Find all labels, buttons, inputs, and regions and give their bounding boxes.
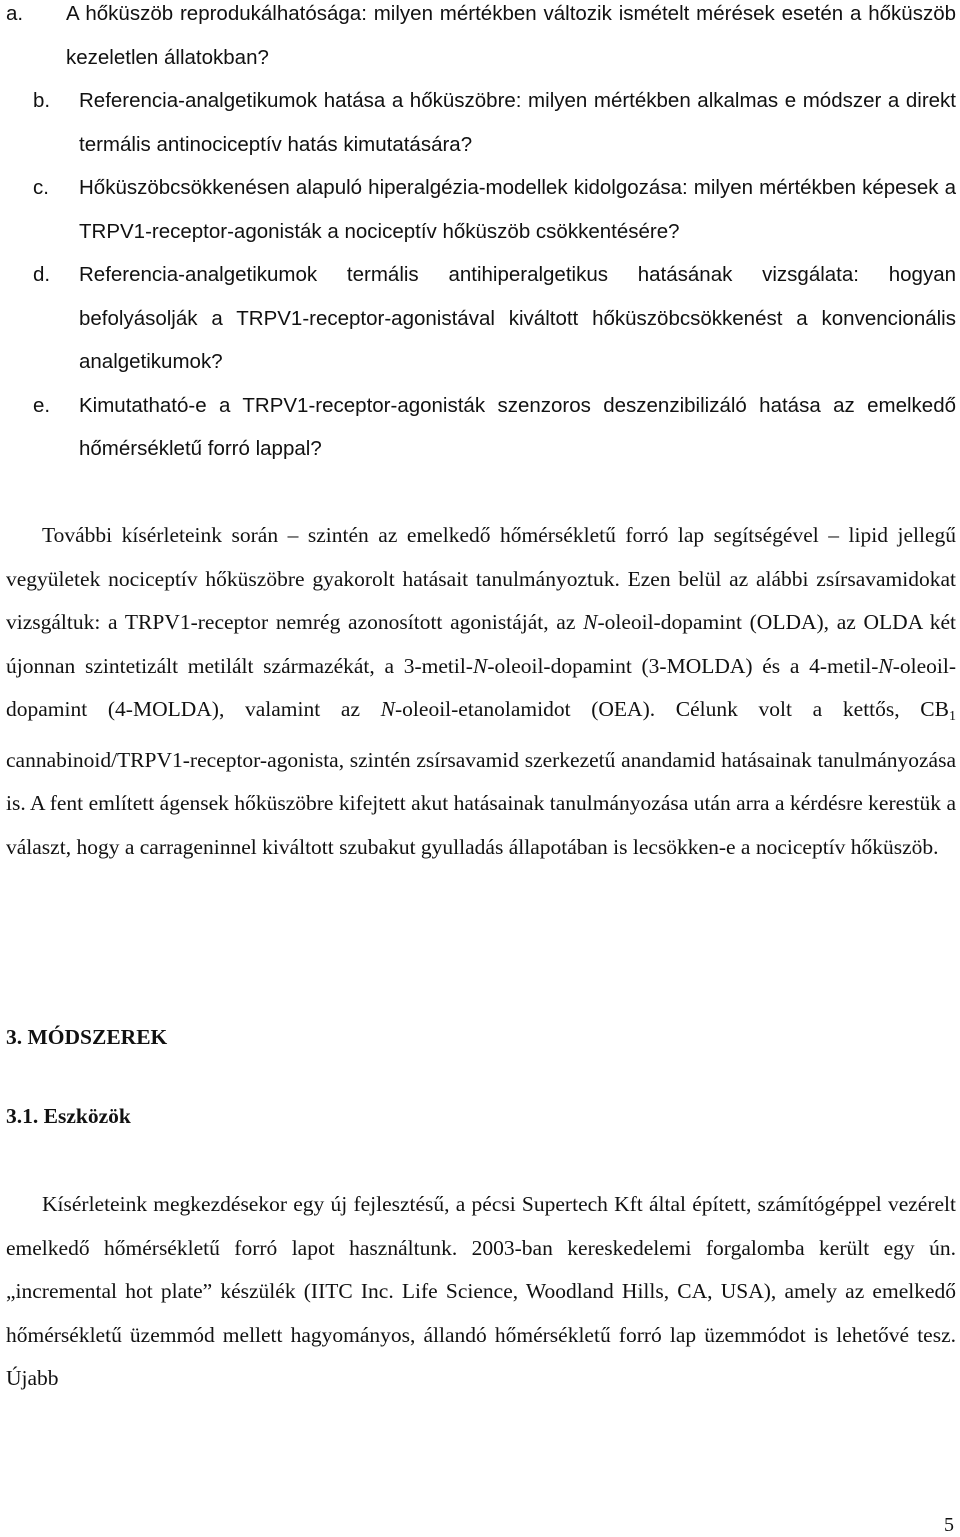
list-item	[6, 253, 956, 384]
italic-text: N	[472, 653, 488, 678]
list-item	[6, 166, 956, 253]
body-paragraph	[6, 514, 956, 869]
text-run: További kísérleteink során – szintén az emelkedő hőmérsékletű forró lap segítségével – lipid jellegű vegyületek nociceptív hőküszöbre gyakorolt hatásait tanulmányoztuk. Ezen belül az alábbi zsírsavamidokat vizsgáltuk: a TRPV1-receptor nemrég azonosított agonistáját, az	[6, 523, 956, 634]
list-marker: c.	[33, 176, 49, 199]
list-item-text: Kimutatható-e a TRPV1-receptor-agonisták szenzoros deszenzibilizáló hatása az emelkedő hőmérsékletű forró lappal?	[79, 393, 956, 460]
text-run: -oleoil-dopamint (OLDA), az OLDA két újonnan szintetizált metilált származékát, a 3-metil-	[6, 610, 957, 678]
paragraph-text	[6, 514, 956, 869]
paragraph-text: Kísérleteink megkezdésekor egy új fejlesztésű, a pécsi Supertech Kft által épített, számítógéppel vezérelt emelkedő hőmérsékletű forró lapot használtunk. 2003-ban kereskedelemi forgalomba került egy ún. „incremental hot plate” készülék (IITC Inc. Life Science, Woodland Hills, CA, USA), amely az emelkedő hőmérsékletű üzemmód mellett hagyományos, állandó hőmérsékletű forró lap üzemmódot is lehetővé tesz. Újabb	[6, 1192, 956, 1390]
page-number: 5	[944, 1514, 954, 1536]
text-run: cannabinoid/TRPV1-receptor-agonista, szintén zsírsavamid szerkezetű anandamid hatásainak tanulmányozása is. A fent említett ágensek hőküszöbre kifejtett akut hatásainak tanulmányozása után arra a kérdésre kerestük a választ, hogy a carrageninnel kiváltott szubakut gyulladás állapotában is lecsökken-e a nociceptív hőküszöb.	[6, 747, 956, 859]
list-marker: e.	[33, 393, 51, 417]
subscript: 1	[949, 709, 956, 724]
list-item	[6, 0, 956, 79]
list-item	[6, 384, 956, 471]
italic-text: N	[380, 697, 396, 721]
subsection-heading: 3.1. Eszközök	[6, 1104, 131, 1128]
list-item-text: Hőküszöbcsökkenésen alapuló hiperalgézia-modellek kidolgozása: milyen mértékben képesek a TRPV1-receptor-agonisták a nociceptív hőküszöb csökkentésére?	[79, 176, 956, 243]
text-run: -oleoil-etanolamidot (OEA). Célunk volt a kettős, CB	[395, 697, 949, 721]
italic-text: N	[878, 653, 893, 678]
list-item-text: A hőküszöb reprodukálhatósága: milyen mértékben változik ismételt mérések esetén a hőküszöb kezeletlen állatokban?	[66, 2, 956, 69]
body-paragraph	[6, 1183, 956, 1401]
list-item-text: Referencia-analgetikumok termális antihiperalgetikus hatásának vizsgálata: hogyan befolyásolják a TRPV1-receptor-agonistával kiváltott hőküszöbcsökkenést a konvencionális analgetikumok?	[79, 263, 956, 373]
list-item-text: Referencia-analgetikumok hatása a hőküszöbre: milyen mértékben alkalmas e módszer a direkt termális antinociceptív hatás kimutatására?	[79, 89, 956, 156]
text-run: -oleoil-dopamint (4-MOLDA), valamint az	[6, 653, 956, 721]
text-run: -oleoil-dopamint (3-MOLDA) és a 4-metil-	[487, 653, 879, 678]
research-questions-list	[6, 0, 956, 471]
list-marker: a.	[6, 2, 24, 25]
italic-text: N	[583, 610, 598, 634]
list-marker: b.	[33, 89, 51, 112]
section-heading: 3. MÓDSZEREK	[6, 1025, 168, 1049]
list-marker: d.	[33, 263, 51, 286]
list-item	[6, 79, 956, 166]
